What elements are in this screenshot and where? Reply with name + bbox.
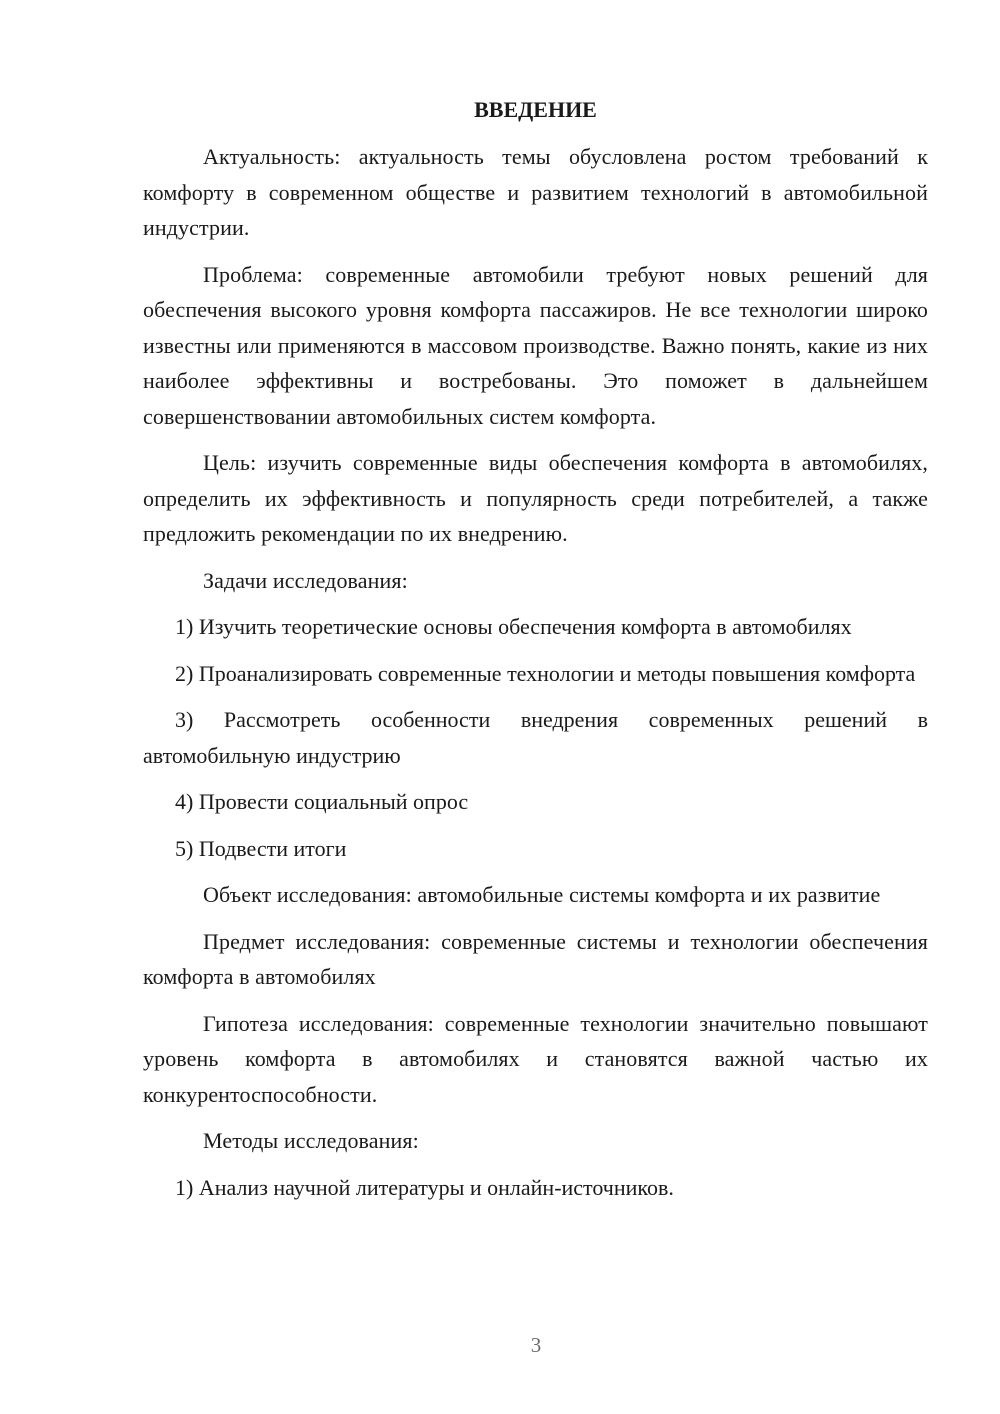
page-number: 3 [530,1333,542,1357]
goal-paragraph: Цель: изучить современные виды обеспечения комфорта в автомобилях, определить их эффективность и популярность среди потребителей, а также предложить рекомендации по их внедрению. [143,450,928,546]
task-item: 3) Рассмотреть особенности внедрения современных решений в автомобильную индустрию [143,707,928,768]
method-item: 1) Анализ научной литературы и онлайн-источников. [175,1174,674,1200]
hypothesis-paragraph: Гипотеза исследования: современные технологии значительно повышают уровень комфорта в автомобилях и становятся важной частью их конкурентоспособности. [143,1010,928,1107]
relevance-paragraph: Актуальность: актуальность темы обусловлена ростом требований к комфорту в современном обществе и развитием технологий в автомобильной индустрии. [143,144,928,240]
subject-paragraph: Предмет исследования: современные системы и технологии обеспечения комфорта в автомобилях [143,928,928,989]
page-content [143,94,928,1205]
object-paragraph: Объект исследования: автомобильные системы комфорта и их развитие [203,882,881,907]
tasks-title: Задачи исследования: [203,567,408,593]
problem-paragraph: Проблема: современные автомобили требуют новых решений для обеспечения высокого уровня комфорта пассажиров. Не все технологии широко известны или применяются в массовом производстве. Важно понять, какие из них наиболее эффективны и востребованы. Это поможет в дальнейшем совершенствовании автомобильных систем комфорта. [143,261,928,429]
section-heading: ВВЕДЕНИЕ [474,97,597,122]
task-item: 5) Подвести итоги [175,835,347,861]
task-item: 2) Проанализировать современные технологии и методы повышения комфорта [175,660,916,686]
task-item: 1) Изучить теоретические основы обеспечения комфорта в автомобилях [175,614,852,639]
task-item: 4) Провести социальный опрос [175,789,469,814]
methods-title: Методы исследования: [203,1128,419,1153]
